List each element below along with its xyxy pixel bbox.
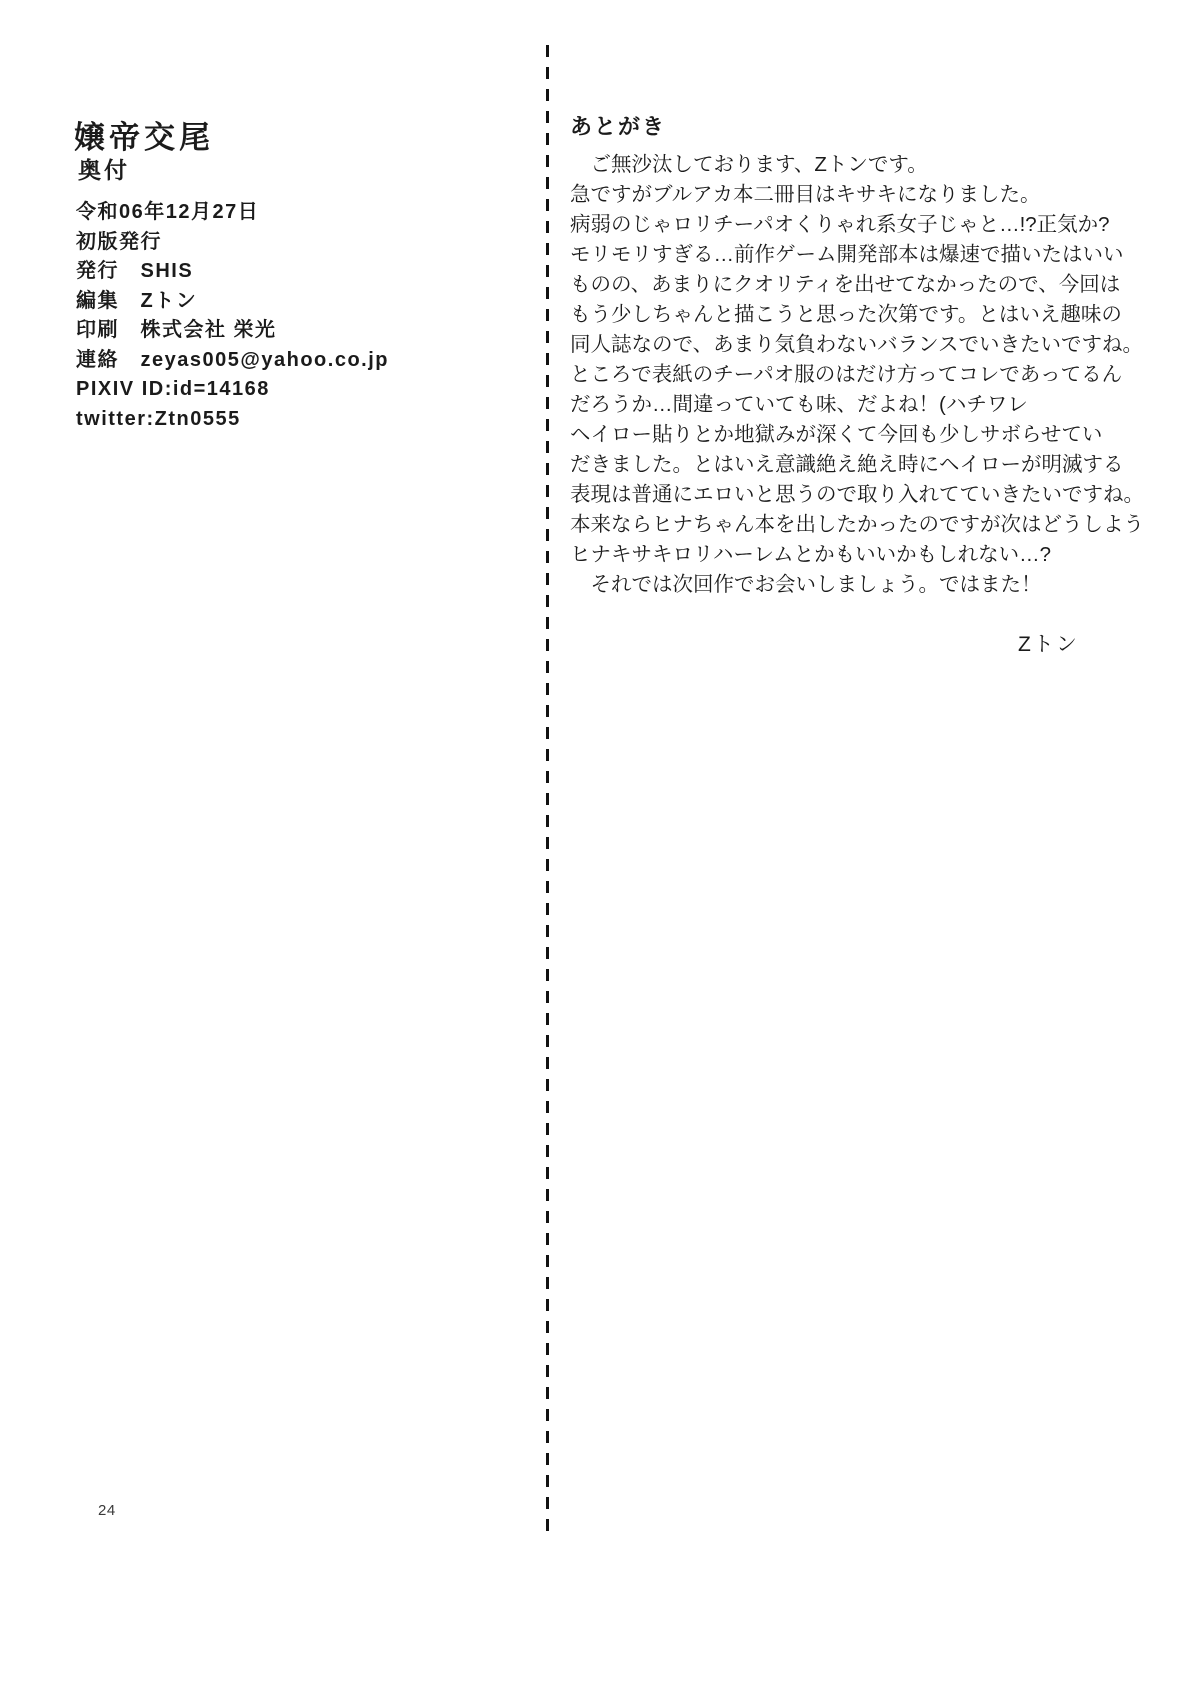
- vertical-dashed-divider: [546, 45, 549, 1533]
- colophon-date-line: 令和06年12月27日: [76, 201, 260, 223]
- afterword-line: ところで表紙のチーパオ服のはだけ方ってコレであってるん: [570, 363, 1123, 386]
- colophon-pixiv-line: PIXIV ID:id=14168: [76, 378, 270, 400]
- afterword-line: 病弱のじゃロリチーパオくりゃれ系女子じゃと…!?正気か?: [570, 213, 1110, 236]
- book-title: 嬢帝交尾: [74, 120, 214, 155]
- afterword-line: だきました。とはいえ意識絶え絶え時にヘイローが明滅する: [570, 453, 1124, 476]
- afterword-line: ご無沙汰しております、Zトンです。: [570, 153, 928, 176]
- afterword-section: [570, 112, 1144, 658]
- afterword-signature: Zトン: [1018, 633, 1079, 656]
- afterword-line: ヘイロー貼りとか地獄みが深くて今回も少しサボらせてい: [570, 423, 1103, 446]
- afterword-line: ものの、あまりにクオリティを出せてなかったので、今回は: [570, 273, 1121, 296]
- afterword-line: だろうか…間違っていても味、だよね！(ハチワレ: [570, 393, 1028, 416]
- afterword-line: 急ですがブルアカ本二冊目はキサキになりました。: [570, 183, 1041, 206]
- colophon-editor-line: 編集 Zトン: [76, 289, 198, 312]
- colophon-printer-line: 印刷 株式会社 栄光: [76, 319, 277, 341]
- afterword-line: 本来ならヒナちゃん本を出したかったのですが次はどうしよう: [570, 513, 1144, 536]
- page-number: 24: [98, 1502, 116, 1519]
- afterword-line: モリモリすぎる…前作ゲーム開発部本は爆速で描いたはいい: [570, 243, 1124, 266]
- afterword-line: 同人誌なので、あまり気負わないバランスでいきたいですね。: [570, 333, 1143, 356]
- afterword-heading: あとがき: [570, 114, 667, 139]
- colophon-label: 奥付: [78, 157, 130, 183]
- afterword-line: もう少しちゃんと描こうと思った次第です。とはいえ趣味の: [570, 303, 1122, 326]
- afterword-line: ヒナキサキロリハーレムとかもいいかもしれない…?: [570, 543, 1052, 566]
- colophon-contact-line: 連絡 zeyas005@yahoo.co.jp: [76, 348, 389, 371]
- afterword-line: それでは次回作でお会いしましょう。ではまた！: [570, 573, 1042, 596]
- afterword-line: 表現は普通にエロいと思うので取り入れてていきたいですね。: [570, 483, 1144, 506]
- colophon-info-block: [76, 198, 389, 434]
- colophon-publisher-line: 発行 SHIS: [76, 260, 194, 282]
- colophon-edition-line: 初版発行: [76, 230, 162, 253]
- colophon-twitter-line: twitter:Ztn0555: [76, 407, 241, 430]
